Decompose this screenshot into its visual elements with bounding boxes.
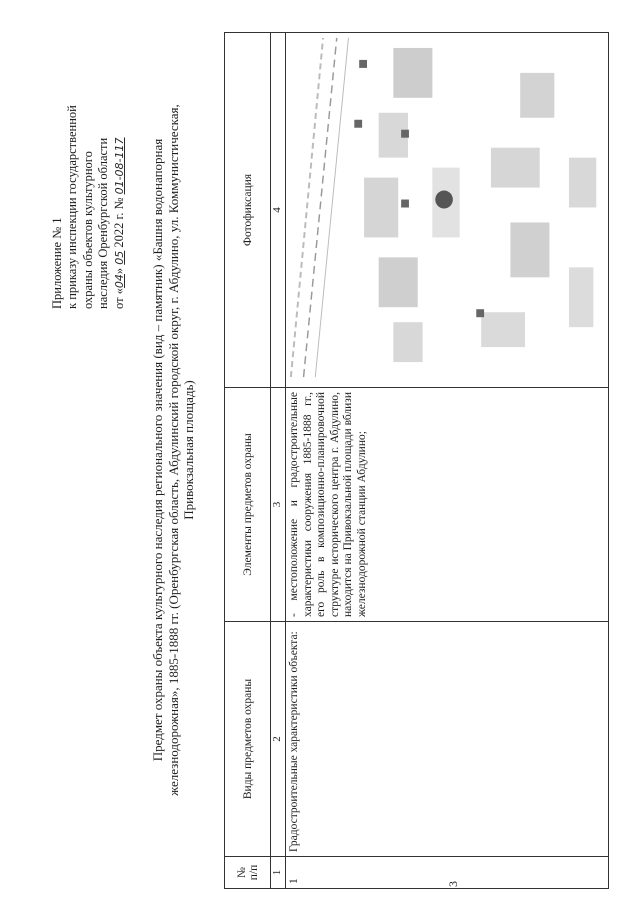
table-header-row	[225, 33, 271, 889]
appendix-header	[50, 0, 127, 309]
row-photo	[286, 33, 609, 388]
row-number: 1	[286, 857, 609, 889]
header-type: Виды предметов охраны	[225, 622, 271, 857]
date-separator: »	[111, 264, 126, 275]
appendix-line-1: Приложение № 1	[50, 217, 64, 309]
title-line-1: Предмет охраны объекта культурного наследия регионального значения (вид – памятник) «Башня водонапорная	[150, 138, 165, 762]
column-number-row	[271, 33, 286, 889]
header-elements: Элементы предметов охраны	[225, 388, 271, 622]
column-number: 3	[271, 388, 286, 622]
column-number: 1	[271, 857, 286, 889]
handwritten-month: 05	[112, 250, 126, 265]
date-prefix: от «	[111, 288, 126, 309]
protection-subject-table	[224, 32, 609, 889]
date-year: 2022 г. №	[111, 194, 126, 251]
appendix-line-2: к приказу инспекции государственной	[65, 105, 80, 309]
appendix-line-3: охраны объектов культурного	[80, 151, 95, 309]
header-photo: Фотофиксация	[225, 33, 271, 388]
column-number: 4	[271, 33, 286, 388]
title-line-3: Привокзальная площадь)	[181, 380, 196, 520]
page-number: 3	[446, 881, 460, 887]
handwritten-day: 04	[112, 274, 126, 289]
row-element: - местоположение и градостроительные характеристики сооружения 1885-1888 гг., его роль в композиционно-планировочной структуре исторического центра г. Абдулино, находится на Привокзальной площади вблизи железнодорожной станции Абдулино;	[286, 388, 609, 622]
appendix-date-line	[112, 0, 127, 309]
table-row	[286, 33, 609, 889]
handwritten-order-number: 01-08-117	[112, 137, 126, 195]
header-number: № п/п	[225, 857, 271, 889]
title-line-2: железнодорожная», 1885-1888 гг. (Оренбургская область, Абдулинский городской округ, г. Абдулино, ул. Коммунистическая,	[165, 104, 181, 796]
document-title	[150, 50, 197, 850]
row-type: Градостроительные характеристики объекта:	[286, 622, 609, 857]
appendix-line-4: наследия Оренбургской области	[96, 137, 111, 309]
site-plan-map-icon	[286, 33, 608, 387]
column-number: 2	[271, 622, 286, 857]
